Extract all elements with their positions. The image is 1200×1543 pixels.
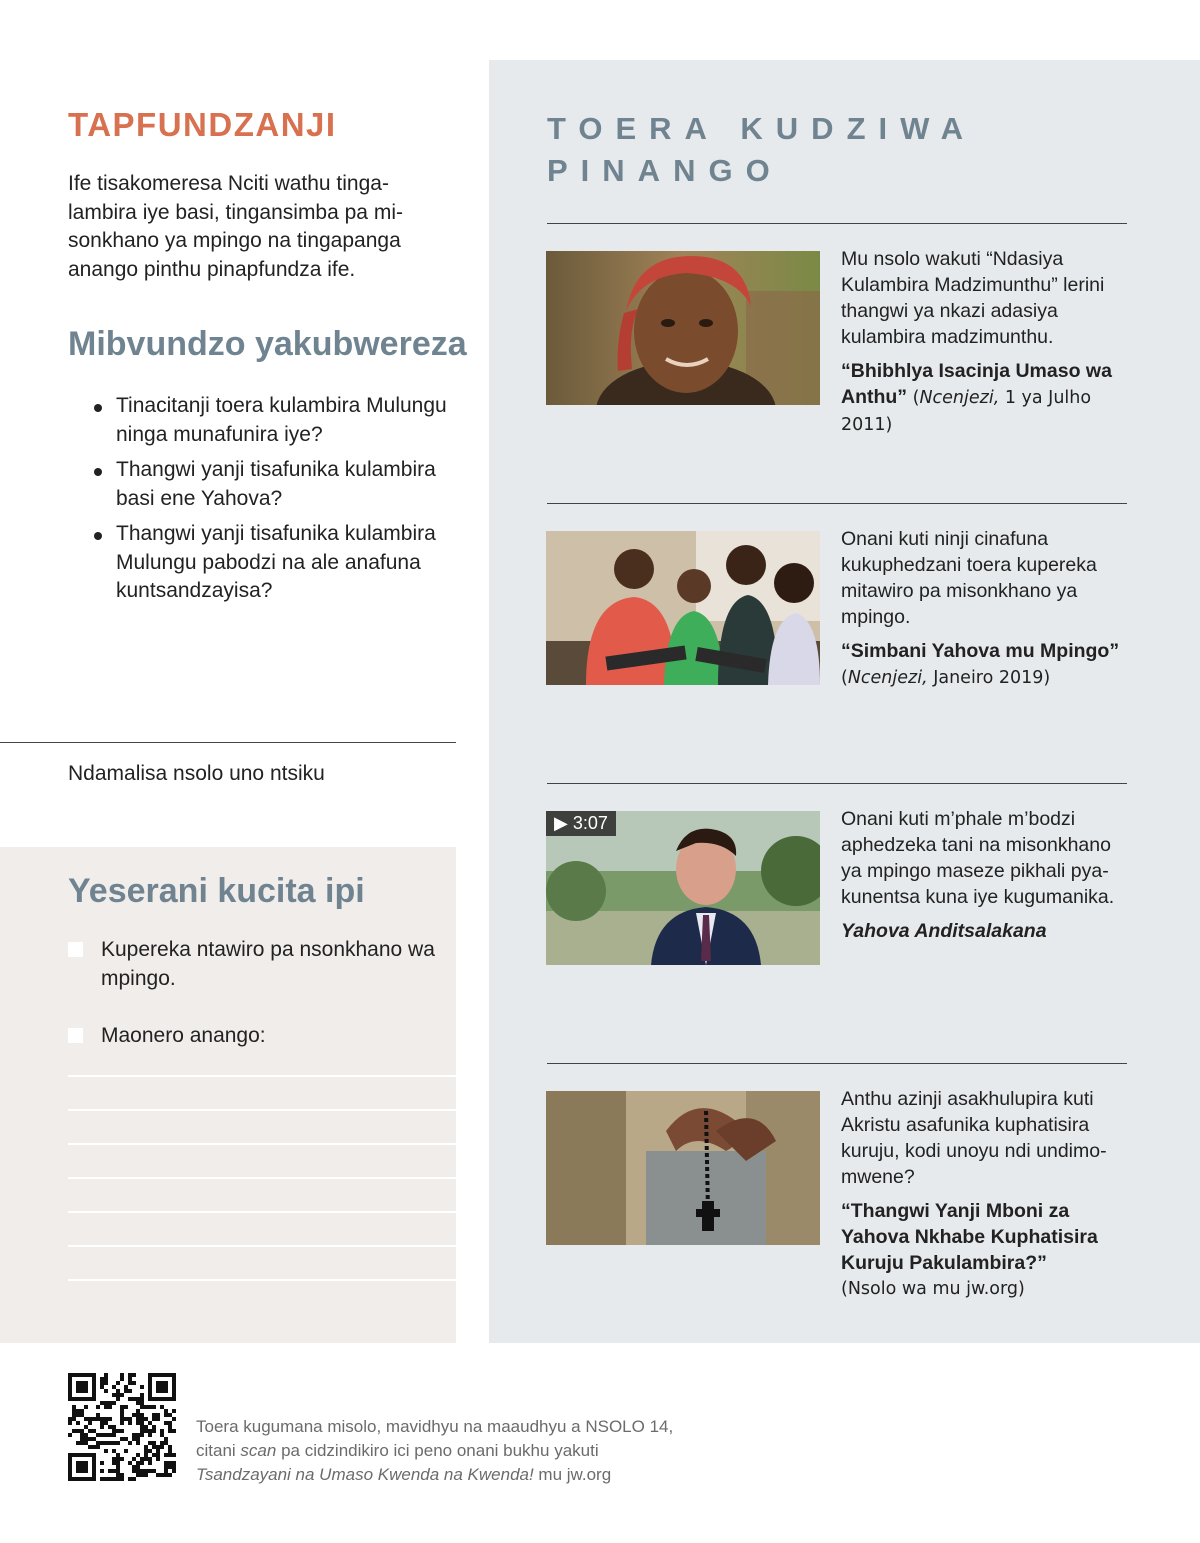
divider (547, 503, 1127, 504)
resource-title[interactable]: “Thangwi Yanji Mboni za Yahova Nkhabe Kuphatisira Kuruju Pakulambira?” (841, 1200, 1098, 1274)
goal-label: Maonero anango: (101, 1024, 266, 1047)
resource-description: Mu nsolo wakuti “Ndasiya Kulambira Madzimunthu” lerini thangwi ya nkazi adasiya kulambira madzimunthu. (841, 248, 1105, 348)
resource-source-open: ( (907, 388, 920, 408)
divider (0, 742, 456, 743)
resource-title[interactable]: Yahova Anditsalakana (841, 920, 1047, 942)
resource-info (841, 1086, 1131, 1302)
resource-title-link[interactable] (841, 638, 1131, 691)
goal-checkbox[interactable] (68, 1028, 83, 1043)
review-question: Thangwi yanji tisafunika kulambira Mulungu pabodzi na ale anafuna kuntsandzayisa? (92, 520, 460, 606)
woman-portrait-icon (546, 251, 820, 405)
divider (547, 783, 1127, 784)
review-questions-list (92, 392, 460, 613)
play-icon: ▶ (554, 813, 568, 833)
lesson-title: TAPFUNDZANJI (68, 106, 337, 143)
goal-item (68, 1022, 438, 1051)
goal-checkbox[interactable] (68, 942, 83, 957)
review-question: Thangwi yanji tisafunika kulambira basi ene Yahova? (92, 456, 460, 513)
divider (547, 1063, 1127, 1064)
resource-thumbnail[interactable] (546, 531, 820, 685)
goal-label: Kupereka ntawiro pa nsonkhano wa mpingo. (101, 938, 435, 990)
qr-code[interactable] (68, 1373, 176, 1481)
resource-description: Anthu azinji asakhulupira kuti Akristu asafunika kuphatisira kuruju, kodi unoyu ndi undimomwene? (841, 1088, 1107, 1188)
writing-lines[interactable] (68, 1075, 456, 1313)
review-question: Tinacitanji toera kulambira Mulungu ninga munafunira iye? (92, 392, 460, 449)
resource-source-open: ( (841, 668, 848, 688)
resource-info (841, 246, 1131, 438)
resource-source: Janeiro 2019) (927, 668, 1051, 688)
divider (547, 223, 1127, 224)
resource-title-link[interactable] (841, 358, 1131, 438)
rosary-hands-icon (546, 1091, 820, 1245)
resource-description: Onani kuti ninji cinafuna kukuphedzani toera kupereka mitawiro pa misonkhano ya mpingo. (841, 528, 1097, 628)
footer-note: Toera kugumana misolo, mavidhyu na maaudhyu a NSOLO 14, citani scan pa cidzindikiro ici peno onani bukhu yakuti Tsandzayani na Umaso Kwenda na Kwenda! mu jw.org (196, 1417, 674, 1484)
video-duration-badge: ▶ 3:07 (546, 811, 616, 836)
resource-title: “Bhibhlya Isacinja Umaso wa Anthu” (841, 360, 1112, 408)
lesson-finished-label: Ndamalisa nsolo uno ntsiku (68, 762, 325, 785)
explore-more-heading: TOERA KUDZIWA PINANGO (547, 111, 977, 188)
review-questions-heading: Mibvundzo yakubwereza (68, 325, 467, 363)
resource-title: “Simbani Yahova mu Mpingo” (841, 640, 1120, 662)
resource-description: Onani kuti m’phale m’bodzi aphedzeka tani na misonkhano ya mpingo maseze pikhali pyakunentsa kuna iye kugumanika. (841, 808, 1115, 908)
family-studying-icon (546, 531, 820, 685)
summary-text: Ife tisakomeresa Nciti wathu tingalambira iye basi, tingansimba pa misonkhano ya mpingo na tingapanga anango pinthu pinapfundza ife. (68, 172, 403, 281)
resource-info (841, 806, 1131, 944)
qr-code-icon (68, 1373, 176, 1481)
resource-source: (Nsolo wa mu jw.org) (841, 1279, 1025, 1299)
try-this-heading: Yeserani kucita ipi (68, 872, 365, 910)
resource-source-italic: Ncenjezi, (847, 668, 928, 688)
goal-item (68, 936, 438, 993)
video-thumbnail[interactable] (546, 811, 820, 965)
resource-thumbnail[interactable] (546, 251, 820, 405)
resource-thumbnail[interactable] (546, 1091, 820, 1245)
resource-info (841, 526, 1131, 691)
resource-source: 1 ya Julho 2011) (841, 388, 1092, 435)
resource-source-italic: Ncenjezi, (919, 388, 1000, 408)
